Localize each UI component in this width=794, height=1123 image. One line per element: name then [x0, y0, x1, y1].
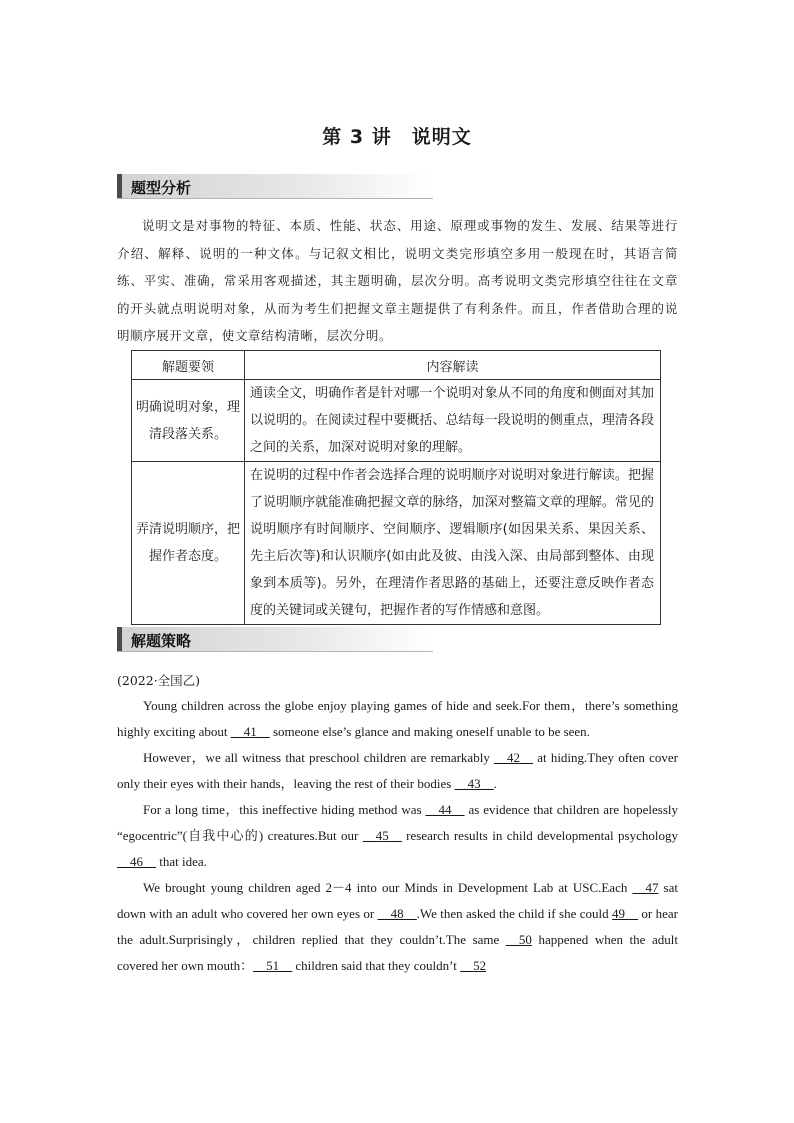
passage-text: children said that they couldn’t — [292, 958, 461, 973]
intro-paragraph: 说明文是对事物的特征、本质、性能、状态、用途、原理或事物的发生、发展、结果等进行介绍、解释、说明的一种文体。与记叙文相比，说明文类完形填空多用一般现在时，其语言简练、平实、准确，常采用客观描述，其主题明确，层次分明。高考说明文类完形填空往往在文章的开头就点明说明对象，从而为考生们把握文章主题提供了有利条件。而且，作者借助合理的说明顺序展开文章，使文章结构清晰，层次分明。 — [117, 218, 678, 343]
passage-text: research results in child developmental psychology — [401, 828, 678, 843]
blank-49: 49__ — [612, 906, 639, 921]
table-header-row — [132, 351, 661, 380]
section-heading-analysis — [117, 174, 433, 199]
passage-text: However，we all witness that preschool children are remarkably — [143, 750, 495, 765]
blank-51: __51__ — [253, 958, 293, 973]
passage-paragraph — [117, 797, 678, 875]
passage-text: .We then asked the child if she could — [416, 906, 613, 921]
table-cell-content: 通读全文，明确作者是针对哪一个说明对象从不同的角度和侧面对其加以说明的。在阅读过程中要概括、总结每一段说明的侧重点，理清各段之间的关系，加深对说明对象的理解。 — [245, 380, 661, 462]
section-heading-label: 题型分析 — [131, 179, 192, 197]
cloze-passage — [117, 693, 678, 979]
passage-paragraph — [117, 745, 678, 797]
blank-46: __46__ — [117, 854, 156, 869]
blank-45: __45__ — [362, 828, 402, 843]
blank-43: __43__ — [454, 776, 494, 791]
page-title: 第 3 讲 说明文 — [322, 126, 472, 148]
section-heading-label: 解题策略 — [131, 632, 192, 650]
passage-text: We brought young children aged 2－4 into our Minds in Development Lab at USC.Each — [143, 880, 633, 895]
blank-50: __50 — [505, 932, 532, 947]
table-header-content: 内容解读 — [245, 351, 661, 380]
passage-text: sat down with an adult who covered her own eyes or — [117, 880, 678, 921]
passage-paragraph — [117, 693, 678, 745]
blank-41: __41__ — [230, 724, 270, 739]
passage-source: (2022·全国乙) — [117, 673, 201, 688]
blank-48: __48__ — [377, 906, 417, 921]
blank-42: __42__ — [494, 750, 534, 765]
passage-text: . — [493, 776, 497, 791]
blank-47: __47 — [632, 880, 659, 895]
heading-bar — [117, 627, 122, 651]
passage-text: at hiding.They often cover only their eyes with their hands，leaving the rest of their bodies — [117, 750, 678, 791]
table-cell-key: 明确说明对象，理清段落关系。 — [132, 380, 245, 462]
table-cell-key: 弄清说明顺序，把握作者态度。 — [132, 462, 245, 625]
passage-paragraph — [117, 875, 678, 979]
passage-text: happened when the adult covered her own mouth： — [117, 932, 679, 973]
passage-text: as evidence that children are hopelessly “egocentric”(自我中心的) creatures.But our — [117, 802, 678, 843]
passage-text: someone else’s glance and making oneself unable to be seen. — [269, 724, 590, 739]
table-row — [132, 462, 661, 625]
blank-44: __44__ — [425, 802, 465, 817]
passage-text: or hear the adult.Surprisingly，children replied that they couldn’t.The same — [117, 906, 678, 947]
table-header-key: 解题要领 — [132, 351, 245, 380]
passage-text: For a long time，this ineffective hiding method was — [143, 802, 426, 817]
table-cell-content: 在说明的过程中作者会选择合理的说明顺序对说明对象进行解读。把握了说明顺序就能准确把握文章的脉络，加深对整篇文章的理解。常见的说明顺序有时间顺序、空间顺序、逻辑顺序(如因果关系、果因关系、先主后次等)和认识顺序(如由此及彼、由浅入深、由局部到整体、由现象到本质等)。另外，在理清作者思路的基础上，还要注意反映作者态度的关键词或关键句，把握作者的写作情感和意图。 — [245, 462, 661, 625]
section-heading-strategy — [117, 627, 433, 652]
heading-bar — [117, 174, 122, 198]
blank-52: __52 — [460, 958, 487, 973]
passage-text: Young children across the globe enjoy playing games of hide and seek.For them，there’s something highly exciting about — [117, 698, 678, 739]
strategy-table — [131, 350, 661, 625]
table-row — [132, 380, 661, 462]
passage-text: that idea. — [156, 854, 207, 869]
